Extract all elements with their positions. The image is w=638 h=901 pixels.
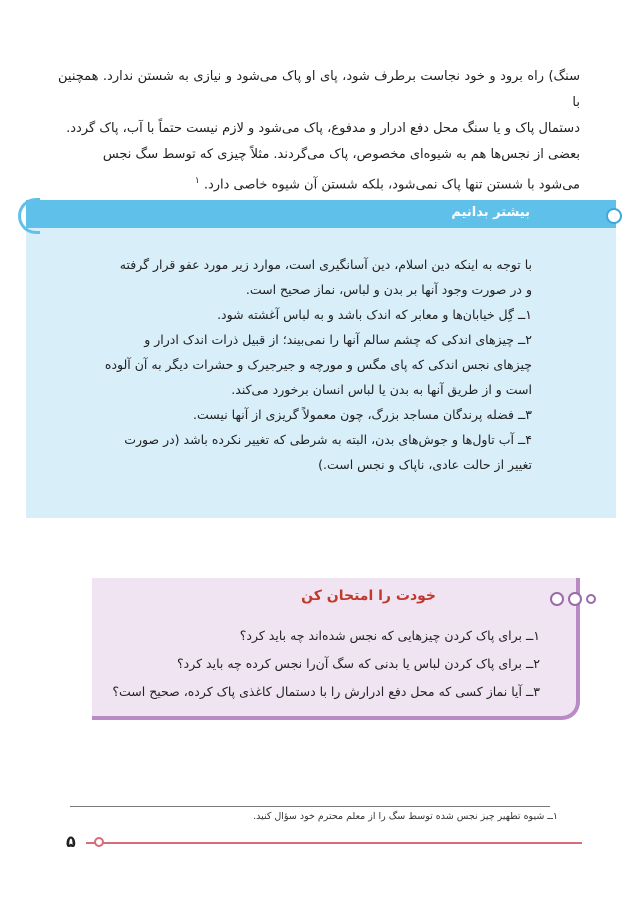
test-dots-decoration-icon (550, 588, 610, 610)
intro-line (58, 168, 580, 198)
footnote-ref: ۱ (194, 176, 200, 186)
footnote-divider (70, 806, 550, 807)
learn-more-line: تغییر از حالت عادی، ناپاک و نجس است.) (318, 457, 532, 472)
test-yourself-questions (104, 622, 540, 706)
question-item: ۱ــ برای پاک کردن چیزهایی که نجس شده‌اند چه باید کرد؟ (239, 628, 540, 643)
page-number: ۵ (66, 832, 76, 851)
learn-more-line: است و از طریق آنها به بدن یا لباس انسان برخورد می‌کند. (231, 382, 532, 397)
learn-more-line: و در صورت وجود آنها بر بدن و لباس، نماز صحیح است. (245, 282, 532, 297)
learn-more-box (26, 200, 616, 518)
learn-more-item: ۴ــ آب تاول‌ها و جوش‌های بدن، البته به شرطی که تغییر نکرده باشد (در صورت (124, 432, 532, 447)
learn-more-item: ۳ــ فضله پرندگان مساجد بزرگ، چون معمولاً گریزی از آنها نیست. (193, 407, 532, 422)
learn-more-title: بیشتر بدانیم (451, 205, 530, 220)
intro-line-text: می‌شود با شستن تنها پاک نمی‌شود، بلکه شستن آن شیوه خاصی دارد. (203, 177, 580, 193)
learn-more-body (86, 252, 532, 477)
dots-decoration-icon (588, 206, 622, 226)
test-yourself-box (92, 578, 580, 720)
learn-more-line: با توجه به اینکه دین اسلام، دین آسانگیری است، موارد زیر مورد عفو قرار گرفته (119, 257, 532, 272)
intro-line: بعضی از نجس‌ها هم به شیوه‌ای مخصوص، پاک می‌گردند. مثلاً چیزی که توسط سگ نجس (102, 147, 580, 162)
learn-more-header (26, 200, 616, 228)
question-item: ۳ــ آیا نماز کسی که محل دفع ادرارش را با دستمال کاغذی پاک کرده، صحیح است؟ (112, 684, 540, 699)
bracket-decoration-icon (18, 198, 40, 234)
test-yourself-title: خودت را امتحان کن (301, 588, 436, 604)
question-item: ۲ــ برای پاک کردن لباس یا بدنی که سگ آن‌را نجس کرده چه باید کرد؟ (177, 656, 540, 671)
bottom-dot-icon (94, 837, 104, 847)
bottom-divider (86, 842, 582, 844)
intro-line: سنگ) راه برود و خود نجاست برطرف شود، پای او پاک می‌شود و نیازی به شستن ندارد. همچنین با (58, 69, 580, 110)
learn-more-item: ۲ــ چیزهای اندکی که چشم سالم آنها را نمی‌بیند؛ از قبیل ذرات اندک ادرار و (144, 332, 532, 347)
intro-line: دستمال پاک و یا سنگ محل دفع ادرار و مدفوع، پاک می‌شود و لازم نیست حتماً با آب، پاک گردد. (66, 121, 580, 136)
learn-more-item: ۱ــ گِل خیابان‌ها و معابر که اندک باشد و به لباس آغشته شود. (217, 307, 532, 322)
learn-more-line: چیزهای نجس اندکی که پای مگس و مورچه و جیرجیرک و حشرات دیگر به آن آلوده (104, 357, 532, 372)
footnote: ۱ــ شیوه تطهیر چیز نجس شده توسط سگ را از معلم محترم خود سؤال کنید. (253, 811, 558, 822)
intro-paragraph (58, 64, 580, 198)
